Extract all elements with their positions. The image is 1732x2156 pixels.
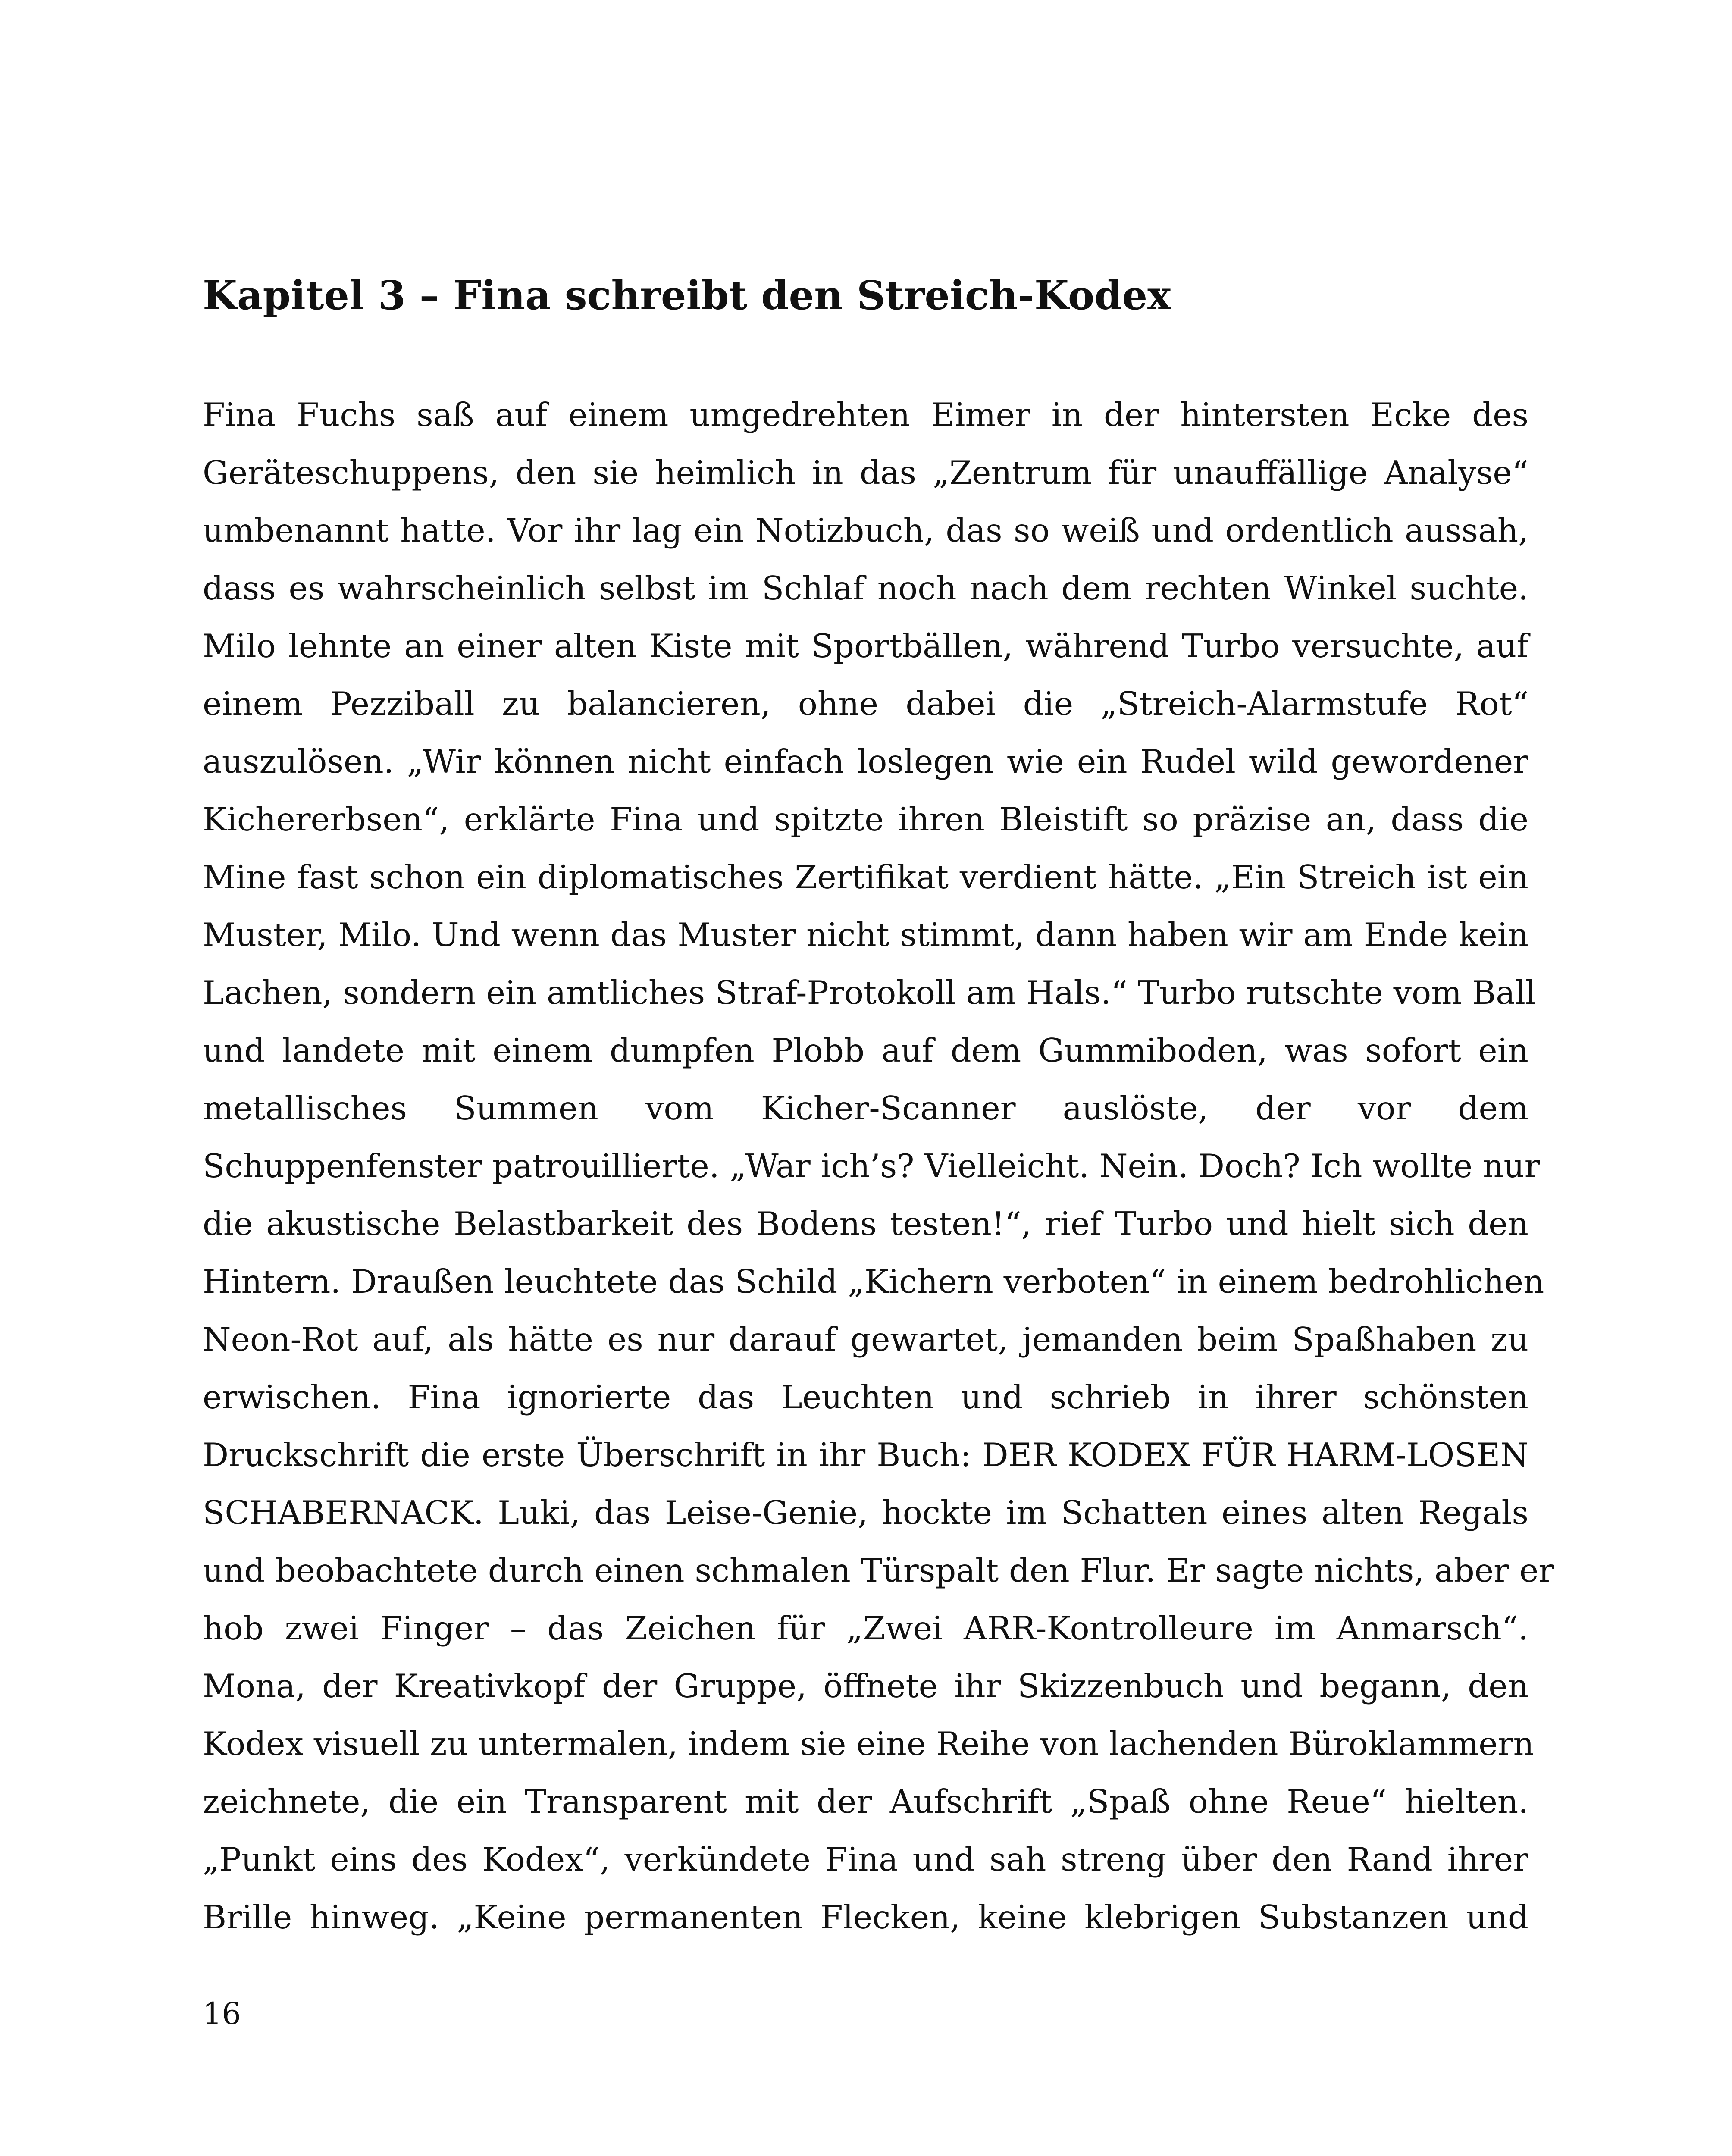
text-line: die akustische Belastbarkeit des Bodens testen!“, rief Turbo und hielt sich den <box>203 1205 1528 1243</box>
text-line: einem Pezziball zu balancieren, ohne dabei die „Streich-Alarmstufe Rot“ <box>203 685 1528 723</box>
text-line: umbenannt hatte. Vor ihr lag ein Notizbuch, das so weiß und ordentlich aussah, <box>203 511 1528 549</box>
text-line: Mine fast schon ein diplomatisches Zertifikat verdient hätte. „Ein Streich ist ein <box>203 858 1528 896</box>
page-number: 16 <box>203 1996 241 2031</box>
text-line: metallisches Summen vom Kicher-Scanner auslöste, der vor dem <box>203 1089 1528 1127</box>
text-line: Fina Fuchs saß auf einem umgedrehten Eimer in der hintersten Ecke des <box>203 396 1528 434</box>
text-line: Druckschrift die erste Überschrift in ihr Buch: DER KODEX FÜR HARM-LOSEN <box>203 1436 1528 1474</box>
text-line: auszulösen. „Wir können nicht einfach loslegen wie ein Rudel wild gewordener <box>203 743 1528 780</box>
text-line: zeichnete, die ein Transparent mit der Aufschrift „Spaß ohne Reue“ hielten. <box>203 1783 1528 1821</box>
text-line: SCHABERNACK. Luki, das Leise-Genie, hockte im Schatten eines alten Regals <box>203 1494 1528 1532</box>
text-line: Schuppenfenster patrouillierte. „War ich’s? Vielleicht. Nein. Doch? Ich wollte nur <box>203 1147 1540 1185</box>
text-line: Neon-Rot auf, als hätte es nur darauf gewartet, jemanden beim Spaßhaben zu <box>203 1320 1528 1358</box>
text-line: Lachen, sondern ein amtliches Straf-Protokoll am Hals.“ Turbo rutschte vom Ball <box>203 974 1536 1012</box>
body-paragraph <box>203 386 1554 1946</box>
text-line: Kichererbsen“, erklärte Fina und spitzte ihren Bleistift so präzise an, dass die <box>203 800 1528 838</box>
text-line: dass es wahrscheinlich selbst im Schlaf noch nach dem rechten Winkel suchte. <box>203 569 1528 607</box>
text-line: erwischen. Fina ignorierte das Leuchten und schrieb in ihrer schönsten <box>203 1378 1528 1416</box>
text-line: „Punkt eins des Kodex“, verkündete Fina und sah streng über den Rand ihrer <box>203 1840 1528 1878</box>
text-line: Muster, Milo. Und wenn das Muster nicht stimmt, dann haben wir am Ende kein <box>203 916 1528 954</box>
text-line: hob zwei Finger – das Zeichen für „Zwei ARR-Kontrolleure im Anmarsch“. <box>203 1609 1528 1647</box>
text-line: Brille hinweg. „Keine permanenten Flecken, keine klebrigen Substanzen und <box>203 1898 1528 1936</box>
text-line: Hintern. Draußen leuchtete das Schild „Kichern verboten“ in einem bedrohlichen <box>203 1263 1544 1300</box>
text-line: Kodex visuell zu untermalen, indem sie eine Reihe von lachenden Büroklammern <box>203 1725 1534 1763</box>
text-line: und beobachtete durch einen schmalen Türspalt den Flur. Er sagte nichts, aber er <box>203 1551 1554 1589</box>
chapter-title: Kapitel 3 – Fina schreibt den Streich-Kodex <box>203 272 1171 319</box>
text-line: Geräteschuppens, den sie heimlich in das „Zentrum für unauffällige Analyse“ <box>203 454 1528 492</box>
text-line: und landete mit einem dumpfen Plobb auf dem Gummiboden, was sofort ein <box>203 1031 1528 1069</box>
text-line: Milo lehnte an einer alten Kiste mit Sportbällen, während Turbo versuchte, auf <box>203 627 1528 665</box>
text-line: Mona, der Kreativkopf der Gruppe, öffnete ihr Skizzenbuch und begann, den <box>203 1667 1528 1705</box>
